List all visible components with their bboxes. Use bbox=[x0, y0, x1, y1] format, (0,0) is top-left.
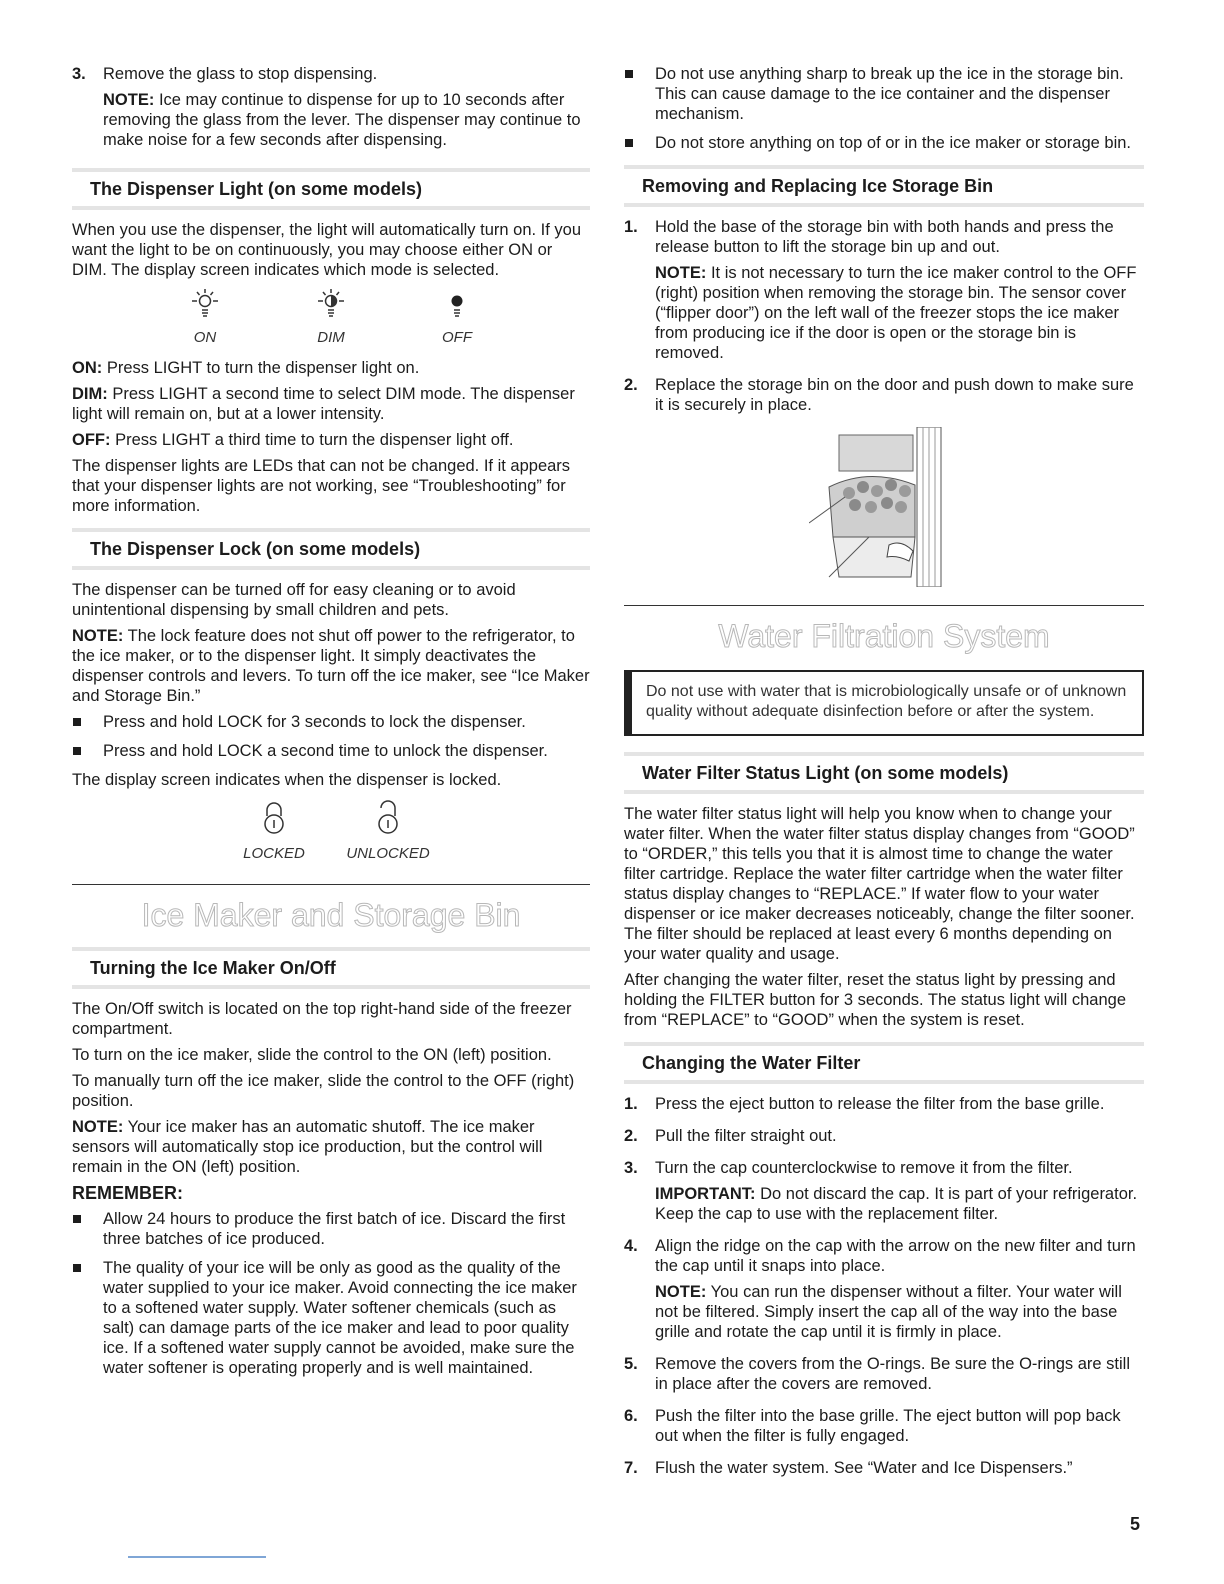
step-3 bbox=[72, 64, 590, 156]
water-filtration-section-title: Water Filtration System bbox=[624, 605, 1144, 656]
changing-step-6: 6. Push the filter into the base grille. The eject button will pop back out when the filter is fully engaged. bbox=[624, 1407, 1121, 1445]
removing-step-1: 1. Hold the base of the storage bin with both hands and press the release button to lift the storage bin up and out. NOTE: It is not necessary to turn the ice maker control to the OFF (right) position when removing the storage bin. The sensor cover (“flipper door”) on the left wall of the freezer stops the ice maker from producing ice if the door is open or the storage bin is removed. bbox=[624, 217, 1144, 369]
right-column bbox=[624, 64, 1144, 1490]
bullet-item: Do not use anything sharp to break up the ice in the storage bin. This can cause damage to the ice container and the dispenser mechanism. bbox=[624, 64, 1144, 124]
filter-status-p2: After changing the water filter, reset the status light by pressing and holding the FILTER button for 3 seconds. The status light will change from “REPLACE” to “GOOD” when the system is reset. bbox=[624, 971, 1127, 1029]
light-on-item bbox=[170, 286, 240, 348]
removing-bin-heading: Removing and Replacing Ice Storage Bin bbox=[624, 165, 1144, 207]
bullet-item: Do not store anything on top of or in the ice maker or storage bin. bbox=[624, 133, 1144, 153]
filter-status-heading: Water Filter Status Light (on some models) bbox=[624, 752, 1144, 794]
left-column bbox=[72, 64, 590, 1387]
dispenser-lock-heading: The Dispenser Lock (on some models) bbox=[72, 528, 590, 570]
turning-p2: To turn on the ice maker, slide the control to the ON (left) position. bbox=[72, 1046, 552, 1064]
turning-p1: The On/Off switch is located on the top right-hand side of the freezer compartment. bbox=[72, 1000, 572, 1038]
bullet-item: Press and hold LOCK a second time to unlock the dispenser. bbox=[72, 741, 590, 761]
on-description: ON: Press LIGHT to turn the dispenser light on. bbox=[72, 359, 420, 377]
dispenser-light-heading: The Dispenser Light (on some models) bbox=[72, 168, 590, 210]
changing-step-7: 7. Flush the water system. See “Water and Ice Dispensers.” bbox=[624, 1459, 1073, 1477]
locked-item bbox=[229, 800, 319, 864]
unlocked-icon bbox=[374, 800, 402, 836]
light-mode-icons bbox=[72, 286, 590, 348]
changing-step-1: 1. Press the eject button to release the filter from the base grille. bbox=[624, 1095, 1105, 1113]
bullet-item: Allow 24 hours to produce the first batch of ice. Discard the first three batches of ice produced. bbox=[72, 1209, 590, 1249]
changing-step-3: 3. Turn the cap counterclockwise to remove it from the filter. IMPORTANT: Do not discard the cap. It is part of your refrigerator. Keep the cap to use with the replacement filter. bbox=[624, 1158, 1144, 1230]
changing-step-2: 2. Pull the filter straight out. bbox=[624, 1127, 837, 1145]
light-dim-item bbox=[296, 286, 366, 348]
turning-p3: To manually turn off the ice maker, slide the control to the OFF (right) position. bbox=[72, 1072, 575, 1110]
removing-note: NOTE: It is not necessary to turn the ice maker control to the OFF (right) position when removing the storage bin. The sensor cover (“flipper door”) on the left wall of the freezer stops the ice maker from producing ice if the door is open or the storage bin is removed. bbox=[655, 264, 1137, 362]
storage-bin-illustration bbox=[624, 427, 1144, 587]
light-on-icon bbox=[188, 286, 222, 320]
bullet-item: Press and hold LOCK for 3 seconds to lock the dispenser. bbox=[72, 712, 590, 732]
light-on-caption: ON bbox=[193, 329, 217, 346]
changing-note: NOTE: You can run the dispenser without a filter. Your water will not be filtered. Simply insert the cap all of the way into the base grille and rotate the cap until it is firmly in place. bbox=[655, 1283, 1122, 1341]
lock-icons bbox=[72, 800, 590, 864]
important-note: IMPORTANT: Do not discard the cap. It is part of your refrigerator. Keep the cap to use with the replacement filter. bbox=[655, 1185, 1138, 1223]
ice-maker-section-title: Ice Maker and Storage Bin bbox=[72, 884, 590, 935]
page-number: 5 bbox=[1129, 1514, 1140, 1534]
locked-caption: LOCKED bbox=[243, 845, 305, 862]
removing-step-2: 2. Replace the storage bin on the door and push down to make sure it is securely in place. bbox=[624, 376, 1134, 414]
unlocked-caption: UNLOCKED bbox=[346, 845, 430, 862]
changing-step-4: 4. Align the ridge on the cap with the arrow on the new filter and turn the cap until it snaps into place. NOTE: You can run the dispenser without a filter. Your water will not be filtered. Simply insert the cap all of the way into the base grille and rotate the cap until it is firmly in place. bbox=[624, 1236, 1144, 1348]
dim-description: DIM: Press LIGHT a second time to select DIM mode. The dispenser light will remain on, but at a lower intensity. bbox=[72, 385, 575, 423]
remember-heading: REMEMBER: bbox=[72, 1183, 183, 1203]
unlocked-item bbox=[343, 800, 433, 864]
filter-status-p1: The water filter status light will help you know when to change your water filter. When the water filter status display changes from “GOOD” to “ORDER,” this tells you that it is almost time to change the water filter cartridge. Replace the water filter cartridge when the water filter status display changes to “REPLACE.” If water flow to your water dispenser or ice maker decreases noticeably, change the filter sooner. The filter should be replaced at least every 6 months depending on your water quality and usage. bbox=[624, 805, 1135, 963]
dispenser-lock-note: NOTE: The lock feature does not shut off power to the refrigerator, to the ice maker, or to the dispenser light. It simply deactivates the dispenser controls and levers. To turn off the ice maker, see “Ice Maker and Storage Bin.” bbox=[72, 627, 590, 705]
step-note: NOTE: Ice may continue to dispense for up to 10 seconds after removing the glass from the lever. The dispenser may continue to make noise for a few seconds after dispensing. bbox=[103, 91, 581, 149]
light-off-item bbox=[422, 286, 492, 348]
ice-bin-image bbox=[809, 427, 959, 587]
led-note: The dispenser lights are LEDs that can not be changed. If it appears that your dispenser lights are not working, see “Troubleshooting” for more information. bbox=[72, 457, 571, 515]
dispenser-lock-intro: The dispenser can be turned off for easy cleaning or to avoid unintentional dispensing by small children and pets. bbox=[72, 581, 516, 619]
dispenser-light-intro: When you use the dispenser, the light will automatically turn on. If you want the light to be on continuously, you may choose either ON or DIM. The display screen indicates which mode is selected. bbox=[72, 221, 582, 279]
light-off-caption: OFF bbox=[442, 329, 472, 346]
light-off-icon bbox=[440, 286, 474, 320]
locked-icon bbox=[260, 800, 288, 836]
footer-rule bbox=[128, 1556, 266, 1558]
step-text: Remove the glass to stop dispensing. bbox=[103, 65, 378, 83]
changing-step-5: 5. Remove the covers from the O-rings. Be sure the O-rings are still in place after the covers are removed. bbox=[624, 1355, 1131, 1393]
lock-display-note: The display screen indicates when the dispenser is locked. bbox=[72, 771, 502, 789]
turning-ice-maker-heading: Turning the Ice Maker On/Off bbox=[72, 947, 590, 989]
changing-filter-heading: Changing the Water Filter bbox=[624, 1042, 1144, 1084]
light-dim-icon bbox=[314, 286, 348, 320]
light-dim-caption: DIM bbox=[317, 329, 345, 346]
off-description: OFF: Press LIGHT a third time to turn the dispenser light off. bbox=[72, 431, 514, 449]
water-warning-box: Do not use with water that is microbiologically unsafe or of unknown quality without adequate disinfection before or after the system. bbox=[624, 670, 1144, 736]
bullet-item: The quality of your ice will be only as good as the quality of the water supplied to your ice maker. Avoid connecting the ice maker to a softened water supply. Water softener chemicals (such as salt) can damage parts of the ice maker and lead to poor quality ice. If a softened water supply cannot be avoided, make sure the water softener is operating properly and is well maintained. bbox=[72, 1258, 590, 1378]
turning-note: NOTE: Your ice maker has an automatic shutoff. The ice maker sensors will automatically stop ice production, but the control will remain in the ON (left) position. bbox=[72, 1118, 543, 1176]
step-number: 3. bbox=[72, 65, 86, 83]
